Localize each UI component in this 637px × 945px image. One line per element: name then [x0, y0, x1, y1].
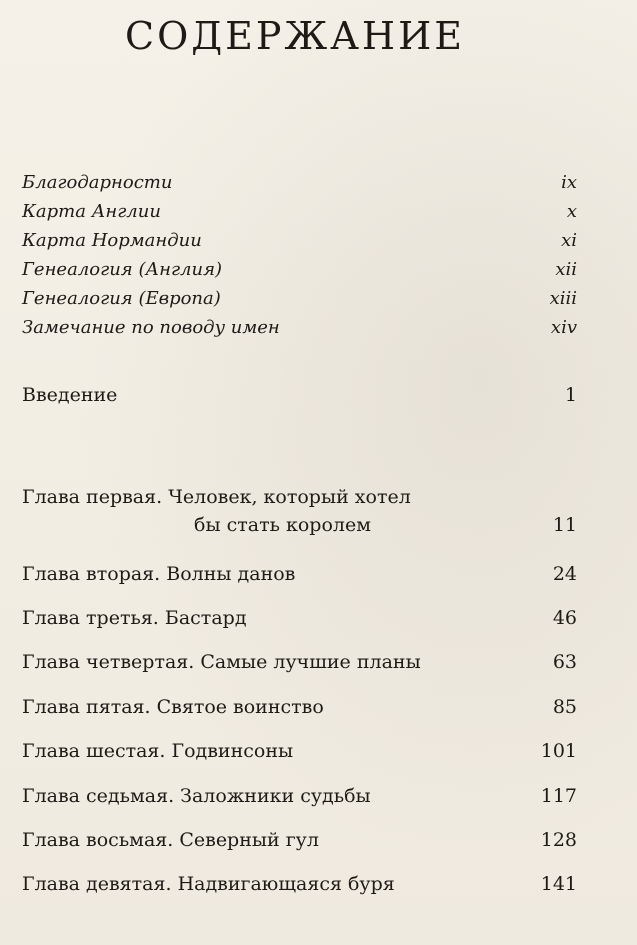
toc-entry-introduction [22, 384, 577, 412]
toc-entry-label: Глава третья. Бастард [22, 607, 247, 629]
toc-entry-acknowledgements [22, 172, 577, 200]
toc-entry-map-england [22, 201, 577, 229]
toc-entry-chapter-7 [22, 785, 577, 813]
toc-entry-label: Замечание по поводу имен [22, 317, 280, 338]
toc-entry-map-normandy [22, 230, 577, 258]
toc-entry-label: Введение [22, 384, 118, 406]
toc-entry-label: Глава первая. Человек, который хотел [22, 486, 411, 508]
toc-entry-genealogy-europe [22, 288, 577, 316]
toc-entry-chapter-1-cont [22, 514, 577, 542]
toc-entry-page: xiv [550, 317, 577, 338]
toc-entry-page: 63 [552, 651, 577, 673]
toc-entry-label: Благодарности [22, 172, 173, 193]
toc-entry-chapter-6 [22, 740, 577, 768]
toc-entry-label: Карта Нормандии [22, 230, 202, 251]
toc-entry-label: Глава вторая. Волны данов [22, 563, 296, 585]
toc-entry-page: xi [561, 230, 577, 251]
toc-entry-label: Глава пятая. Святое воинство [22, 696, 324, 718]
toc-entry-label: Глава восьмая. Северный гул [22, 829, 319, 851]
toc-entry-label: Генеалогия (Европа) [22, 288, 221, 309]
toc-entry-chapter-4 [22, 651, 577, 679]
toc-entry-label: Глава седьмая. Заложники судьбы [22, 785, 371, 807]
toc-entry-label: Глава четвертая. Самые лучшие планы [22, 651, 421, 673]
toc-entry-page: 128 [540, 829, 577, 851]
toc-entry-page: ix [561, 172, 577, 193]
toc-entry-chapter-1 [22, 486, 577, 514]
toc-entry-page: 101 [540, 740, 577, 762]
toc-entry-page: 117 [540, 785, 577, 807]
toc-entry-chapter-9 [22, 873, 577, 901]
toc-entry-page: xii [555, 259, 577, 280]
toc-entry-page: 46 [552, 607, 577, 629]
toc-entry-label: Карта Англии [22, 201, 161, 222]
toc-entry-page: 1 [564, 384, 577, 406]
toc-entry-chapter-3 [22, 607, 577, 635]
toc-entry-chapter-2 [22, 563, 577, 591]
toc-entry-chapter-8 [22, 829, 577, 857]
toc-entry-label: Глава девятая. Надвигающаяся буря [22, 873, 395, 895]
toc-entry-label: Генеалогия (Англия) [22, 259, 223, 280]
toc-entry-page: x [566, 201, 577, 222]
page-title: СОДЕРЖАНИЕ [125, 14, 465, 58]
toc-entry-chapter-5 [22, 696, 577, 724]
toc-entry-page: xiii [549, 288, 577, 309]
toc-entry-page: 24 [552, 563, 577, 585]
toc-entry-label-continuation: бы стать королем [194, 514, 371, 536]
toc-entry-label: Глава шестая. Годвинсоны [22, 740, 294, 762]
toc-entry-page: 11 [552, 514, 577, 536]
toc-entry-page: 141 [540, 873, 577, 895]
toc-entry-names-note [22, 317, 577, 345]
toc-entry-genealogy-england [22, 259, 577, 287]
toc-entry-page: 85 [552, 696, 577, 718]
